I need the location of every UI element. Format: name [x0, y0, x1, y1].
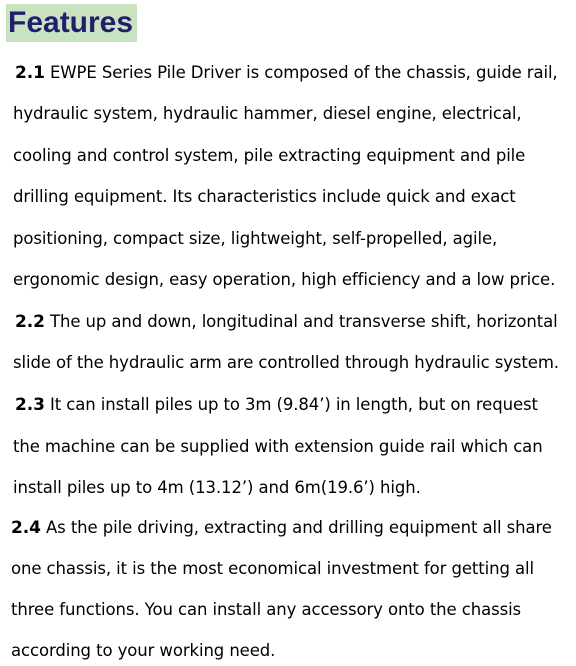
line-text: As the pile driving, extracting and drilling equipment all share — [45, 518, 552, 537]
item-number: 2.3 — [15, 395, 45, 415]
paragraph-line: ergonomic design, easy operation, high efficiency and a low price. — [13, 270, 556, 289]
line-text: The up and down, longitudinal and transverse shift, horizontal — [49, 312, 558, 331]
line-text: It can install piles up to 3m (9.84’) in length, but on request — [49, 395, 538, 414]
paragraph-line: positioning, compact size, lightweight, self-propelled, agile, — [13, 229, 498, 248]
paragraph-line: one chassis, it is the most economical investment for getting all — [11, 559, 534, 578]
paragraph-line — [15, 62, 558, 84]
paragraph-line: hydraulic system, hydraulic hammer, diesel engine, electrical, — [13, 104, 522, 123]
item-number: 2.4 — [11, 518, 41, 538]
page-title: Features — [6, 4, 137, 42]
paragraph-line: drilling equipment. Its characteristics include quick and exact — [13, 187, 516, 206]
paragraph-line: cooling and control system, pile extracting equipment and pile — [13, 146, 526, 165]
paragraph-line — [11, 517, 552, 539]
paragraph-line — [15, 311, 558, 333]
paragraph-line: the machine can be supplied with extension guide rail which can — [13, 437, 543, 456]
paragraph-line: slide of the hydraulic arm are controlled through hydraulic system. — [13, 353, 559, 372]
paragraph-line: according to your working need. — [11, 641, 276, 660]
paragraph-line: install piles up to 4m (13.12’) and 6m(19.6’) high. — [13, 478, 421, 497]
paragraph-line — [15, 394, 538, 416]
item-number: 2.1 — [15, 63, 45, 83]
line-text: EWPE Series Pile Driver is composed of the chassis, guide rail, — [49, 63, 558, 82]
paragraph-line: three functions. You can install any accessory onto the chassis — [11, 600, 522, 619]
item-number: 2.2 — [15, 312, 45, 332]
